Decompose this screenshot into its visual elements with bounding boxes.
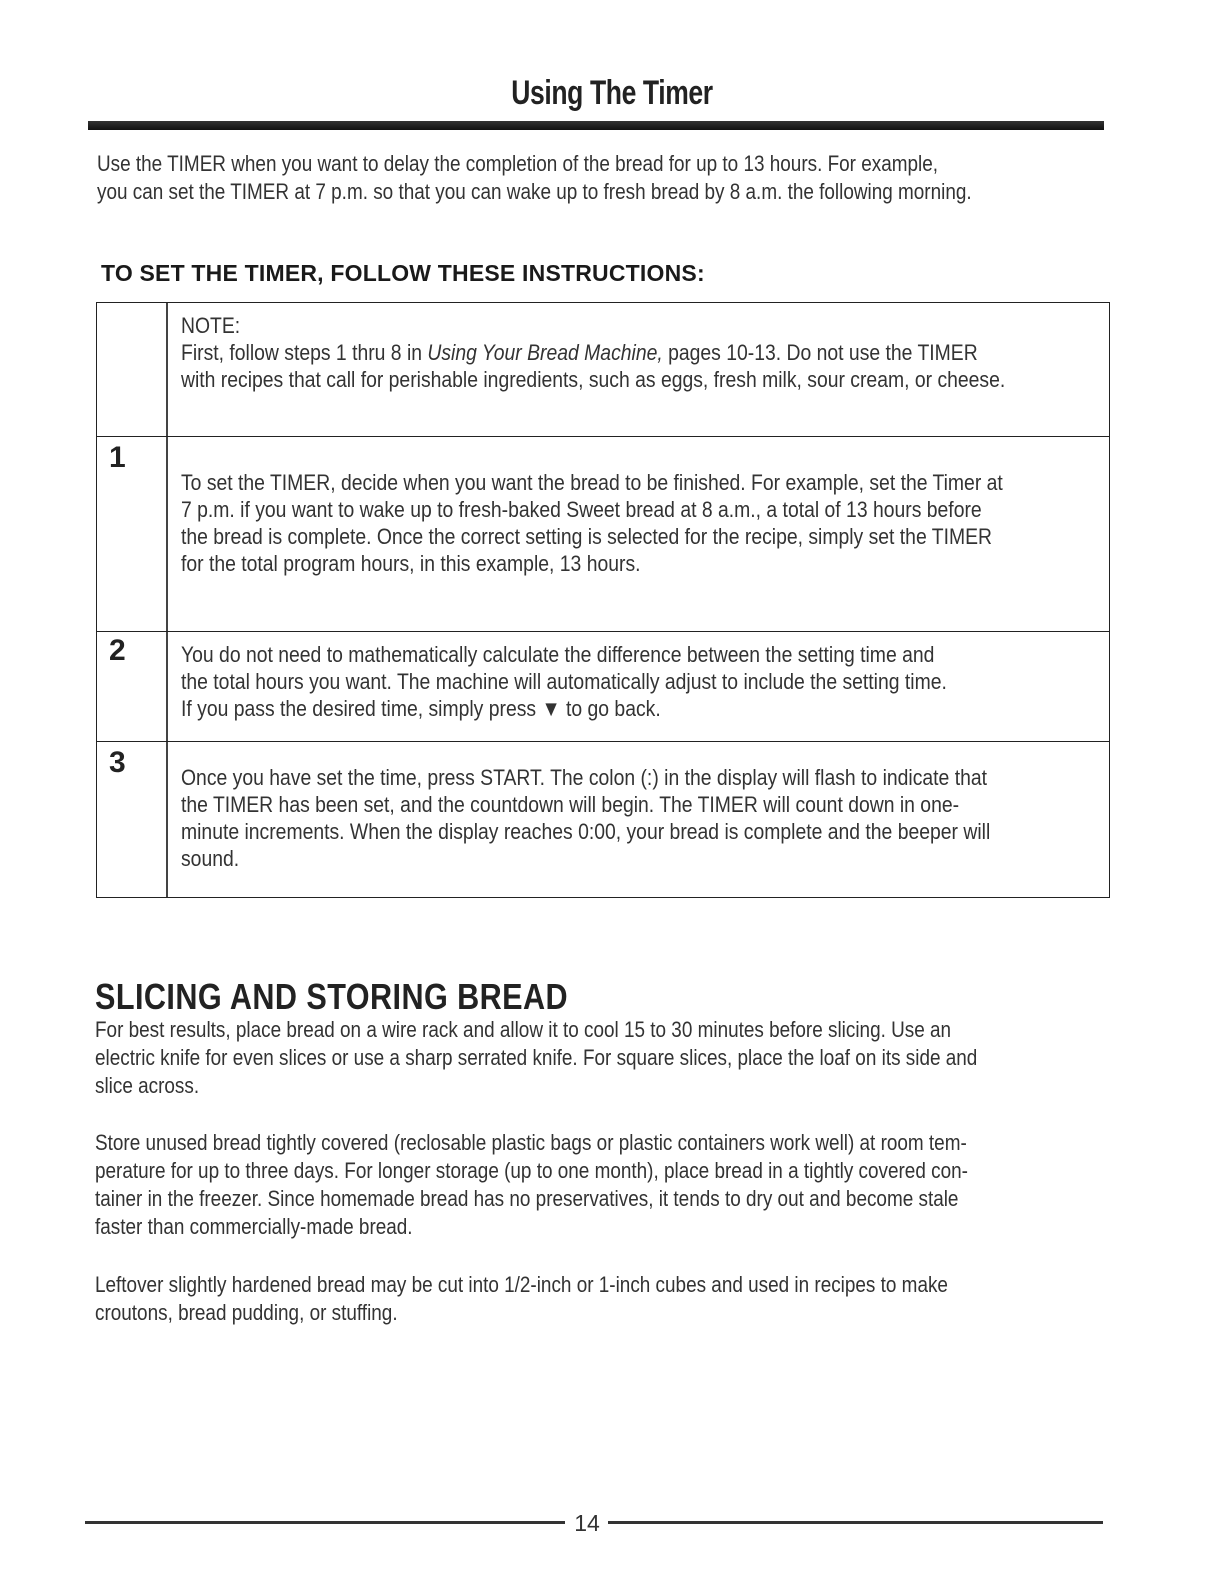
paragraph-line: perature for up to three days. For longer storage (up to one month), place bread in a tightly covered con-: [95, 1158, 968, 1183]
note-row: [97, 303, 1109, 437]
note-line: with recipes that call for perishable ingredients, such as eggs, fresh milk, sour cream, or cheese.: [181, 367, 1006, 392]
instructions-heading: TO SET THE TIMER, FOLLOW THESE INSTRUCTIONS:: [101, 260, 705, 286]
step-line: You do not need to mathematically calculate the difference between the setting time and: [181, 642, 935, 667]
step-row: [97, 632, 1109, 742]
step-line: the TIMER has been set, and the countdown will begin. The TIMER will count down in one-: [181, 792, 960, 817]
note-text-span: First, follow steps 1 thru 8 in: [181, 340, 428, 365]
storing-paragraph: [95, 1129, 1084, 1241]
note-text: [181, 312, 1105, 393]
page-number: 14: [574, 1510, 600, 1536]
step-line: If you pass the desired time, simply press ▼ to go back.: [181, 696, 661, 721]
paragraph-line: electric knife for even slices or use a sharp serrated knife. For square slices, place the loaf on its side and: [95, 1045, 978, 1070]
step-text: [181, 641, 1105, 722]
step-line: 7 p.m. if you want to wake up to fresh-baked Sweet bread at 8 a.m., a total of 13 hours before: [181, 497, 982, 522]
paragraph-line: croutons, bread pudding, or stuffing.: [95, 1300, 398, 1325]
paragraph-line: faster than commercially-made bread.: [95, 1214, 413, 1239]
step-line: the bread is complete. Once the correct setting is selected for the recipe, simply set the TIMER: [181, 524, 992, 549]
leftover-paragraph: [95, 1271, 1084, 1327]
slicing-paragraph: [95, 1016, 1084, 1100]
paragraph-line: For best results, place bread on a wire rack and allow it to cool 15 to 30 minutes before slicing. Use an: [95, 1017, 952, 1042]
footer-rule-right: [608, 1521, 1103, 1524]
step-line: sound.: [181, 846, 240, 871]
footer-rule-left: [85, 1521, 565, 1524]
step-line: Once you have set the time, press START. The colon (:) in the display will flash to indicate that: [181, 765, 987, 790]
step-text: [181, 469, 1105, 577]
instructions-table: [96, 302, 1110, 898]
step-line: minute increments. When the display reaches 0:00, your bread is complete and the beeper will: [181, 819, 991, 844]
paragraph-line: Store unused bread tightly covered (reclosable plastic bags or plastic containers work well) at room tem-: [95, 1130, 967, 1155]
section-title: SLICING AND STORING BREAD: [95, 976, 569, 1017]
title-underline-rule: [88, 121, 1104, 130]
step-number: 3: [109, 746, 126, 779]
step-line: for the total program hours, in this example, 13 hours.: [181, 551, 641, 576]
paragraph-line: Leftover slightly hardened bread may be cut into 1/2-inch or 1-inch cubes and used in recipes to make: [95, 1272, 948, 1297]
note-book-title: Using Your Bread Machine,: [427, 340, 663, 365]
paragraph-line: slice across.: [95, 1073, 200, 1098]
step-number: 1: [109, 441, 126, 474]
intro-line: you can set the TIMER at 7 p.m. so that you can wake up to fresh bread by 8 a.m. the following morning.: [97, 179, 972, 204]
step-line: To set the TIMER, decide when you want the bread to be finished. For example, set the Timer at: [181, 470, 1003, 495]
note-label: NOTE:: [181, 313, 241, 338]
step-number: 2: [109, 634, 126, 667]
intro-line: Use the TIMER when you want to delay the completion of the bread for up to 13 hours. For example,: [97, 151, 938, 176]
paragraph-line: tainer in the freezer. Since homemade bread has no preservatives, it tends to dry out and become stale: [95, 1186, 959, 1211]
step-line: the total hours you want. The machine will automatically adjust to include the setting time.: [181, 669, 947, 694]
note-line: [181, 339, 1105, 366]
step-text: [181, 764, 1105, 872]
note-text-span: pages 10-13. Do not use the TIMER: [662, 340, 978, 365]
step-row: [97, 437, 1109, 632]
page-title: Using The Timer: [511, 74, 713, 112]
step-row: [97, 742, 1109, 899]
intro-paragraph: [97, 150, 1060, 206]
